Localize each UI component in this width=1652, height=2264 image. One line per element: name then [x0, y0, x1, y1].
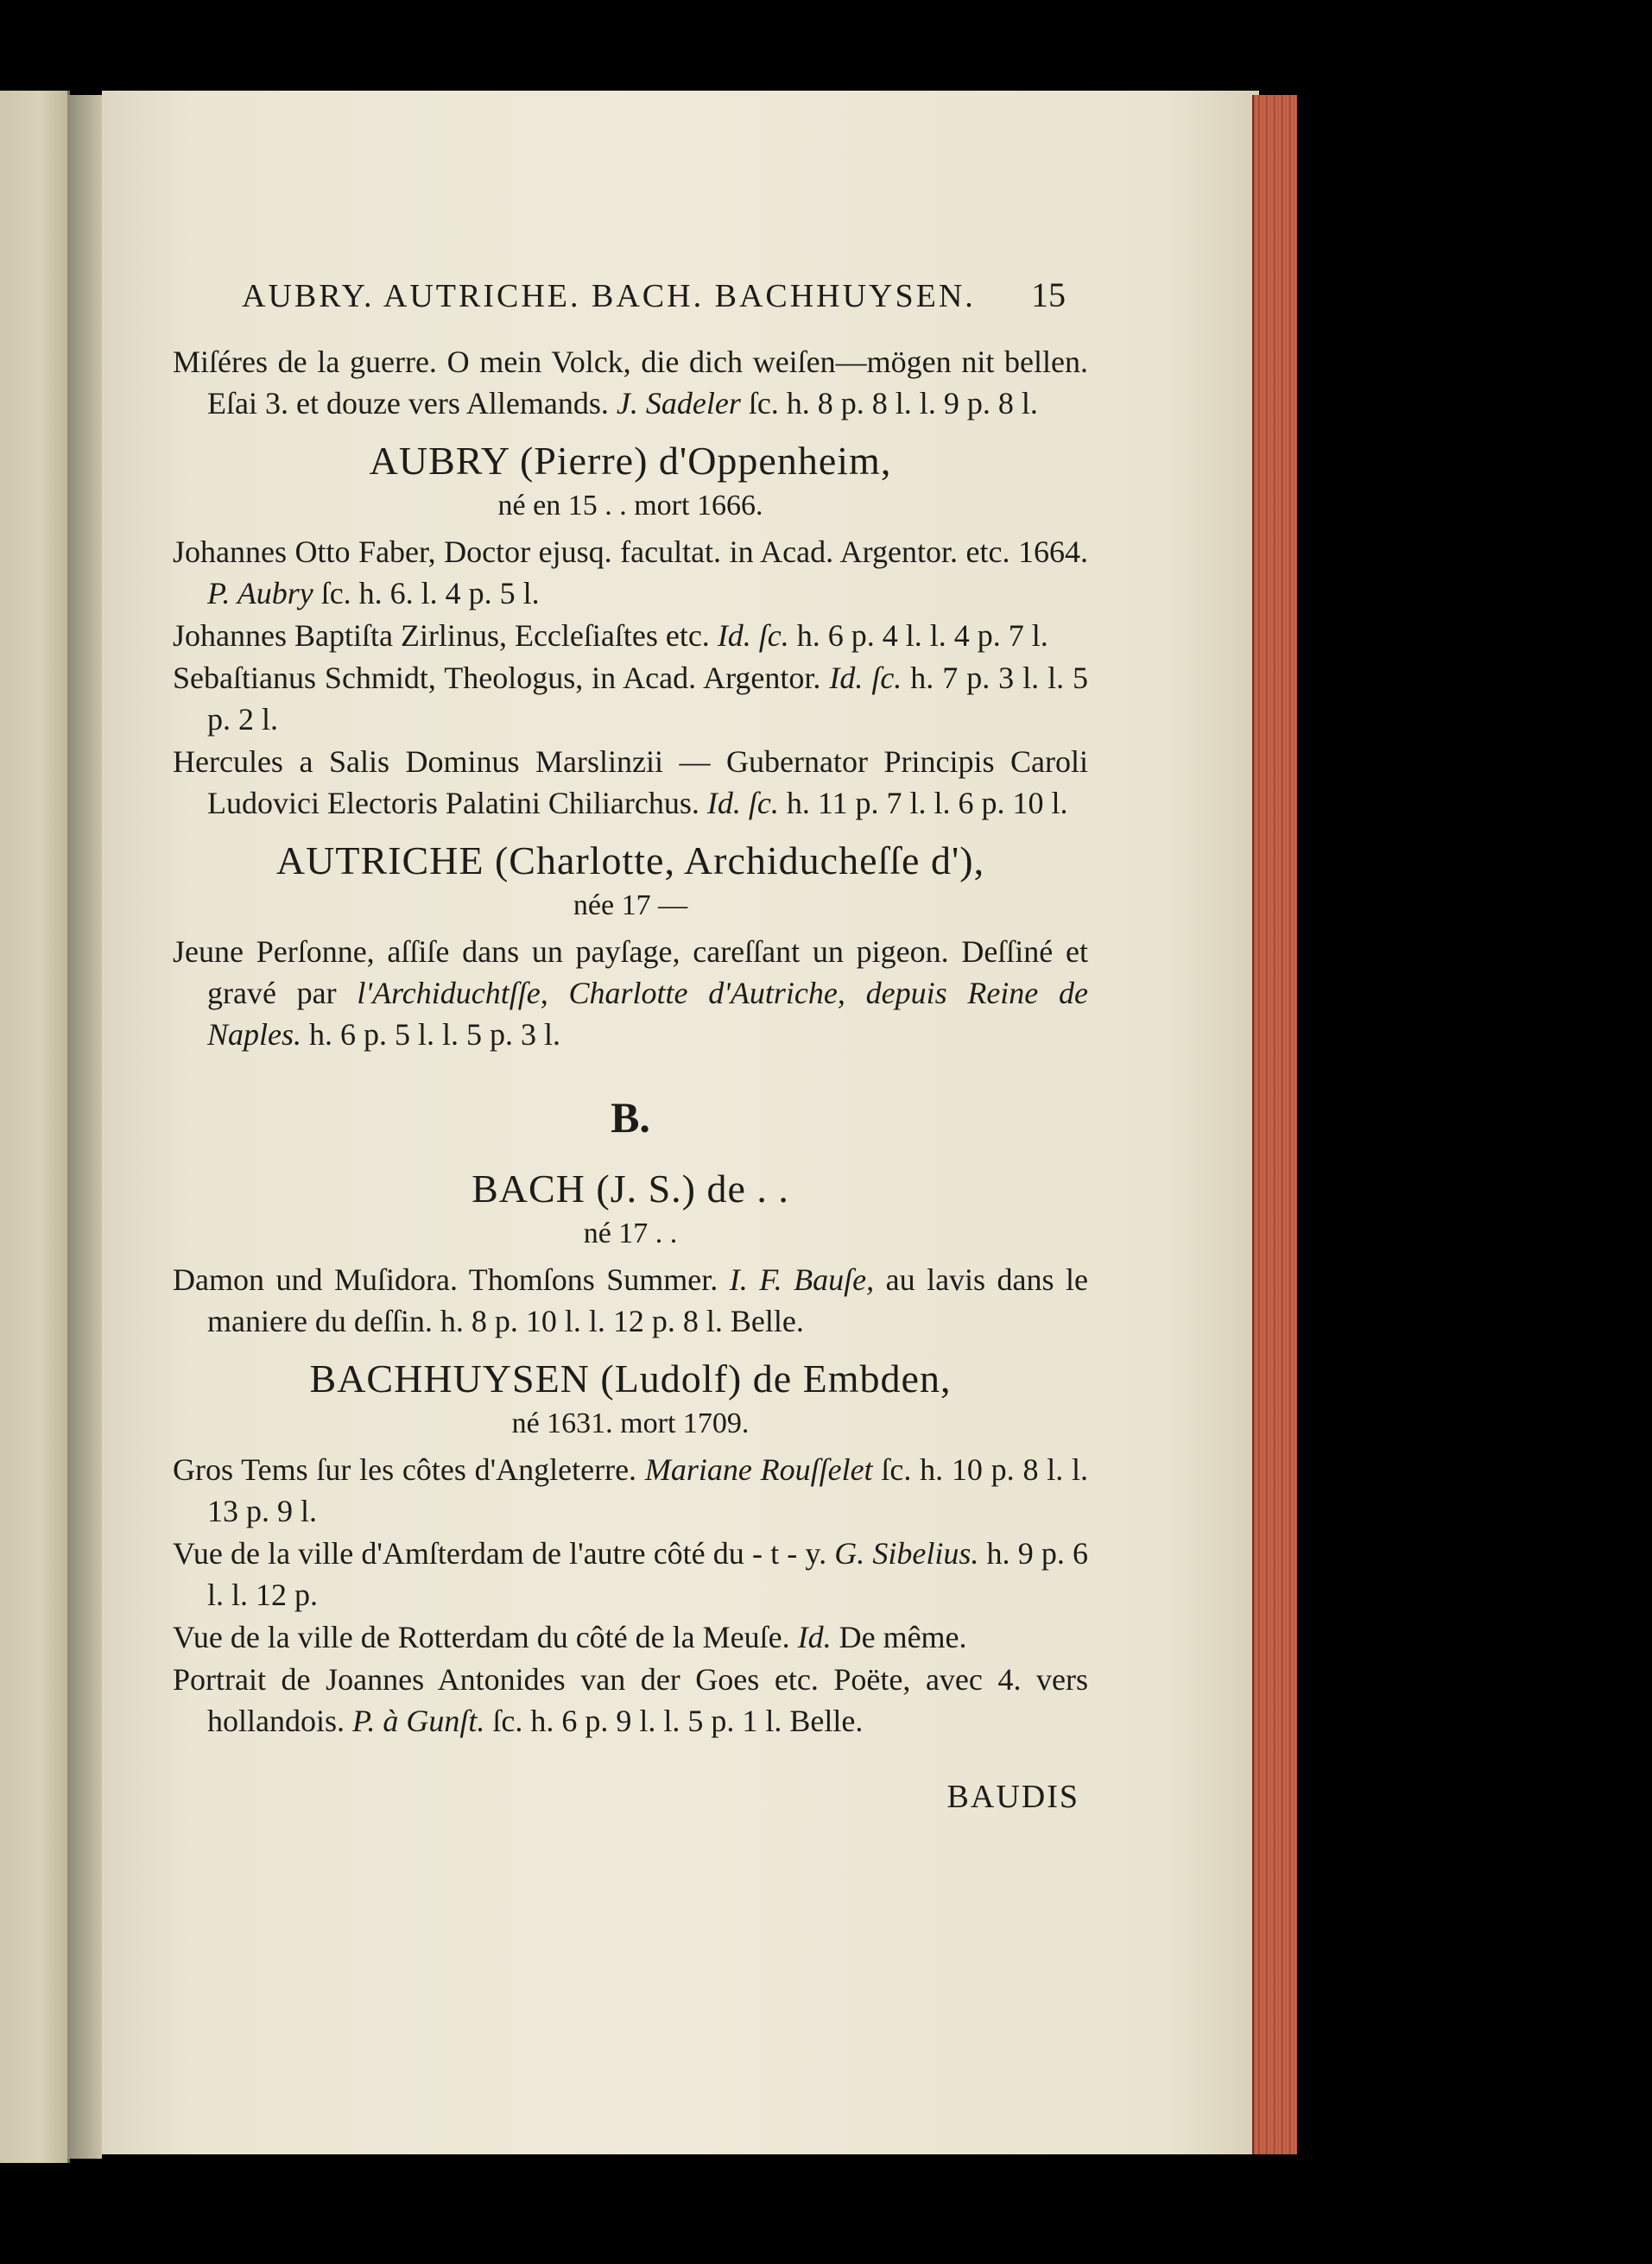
- page-text: [173, 275, 1088, 1818]
- previous-page-edge: [0, 91, 70, 2163]
- artist-dates-bach: né 17 . .: [583, 1217, 678, 1249]
- artist-dates-aubry: né en 15 . . mort 1666.: [497, 490, 763, 522]
- running-header: [173, 275, 1088, 317]
- intro-entry: Miſéres de la guerre. O mein Volck, die dich weiſen—mögen nit bellen. Eſai 3. et douze vers Allemands. J. Sadeler ſc. h. 8 p. 8 l. l. 9 p. 8 l.: [173, 345, 1088, 421]
- running-title: AUBRY. AUTRICHE. BACH. BACHHUYSEN.: [242, 278, 976, 314]
- artist-heading-bachhuysen: BACHHUYSEN (Ludolf) de Embden,: [309, 1357, 952, 1401]
- section-letter: B.: [611, 1093, 650, 1141]
- catalog-entry: Sebaſtianus Schmidt, Theologus, in Acad. Argentor. Id. ſc. h. 7 p. 3 l. l. 5 p. 2 l.: [173, 661, 1089, 737]
- page-number: 15: [1031, 275, 1066, 314]
- catalog-entry: Gros Tems ſur les côtes d'Angleterre. Mariane Rouſſelet ſc. h. 10 p. 8 l. l. 13 p. 9 l.: [173, 1452, 1089, 1528]
- artist-dates-bachhuysen: né 1631. mort 1709.: [511, 1407, 750, 1439]
- catalog-entry: Vue de la ville de Rotterdam du côté de la Meuſe. Id. De même.: [173, 1620, 967, 1654]
- catalog-entry: Hercules a Salis Dominus Marslinzii — Gubernator Principis Caroli Ludovici Electoris Palatini Chiliarchus. Id. ſc. h. 11 p. 7 l. l. 6 p. 10 l.: [173, 744, 1088, 820]
- catalog-entry: Johannes Baptiſta Zirlinus, Eccleſiaſtes etc. Id. ſc. h. 6 p. 4 l. l. 4 p. 7 l.: [173, 618, 1048, 653]
- artist-heading-autriche: AUTRICHE (Charlotte, Archiducheſſe d'),: [275, 838, 985, 882]
- page-edges: [1252, 95, 1297, 2154]
- catalog-entry: Vue de la ville d'Amſterdam de l'autre côté du - t - y. G. Sibelius. h. 9 p. 6 l. l. 12 p.: [173, 1536, 1089, 1612]
- book-gutter: [67, 95, 102, 2159]
- artist-heading-bach: BACH (J. S.) de . .: [472, 1167, 789, 1211]
- catalog-entry: Johannes Otto Faber, Doctor ejusq. facultat. in Acad. Argentor. etc. 1664. P. Aubry ſc. h. 6. l. 4 p. 5 l.: [173, 534, 1088, 610]
- catalog-entry: Portrait de Joannes Antonides van der Goes etc. Poëte, avec 4. vers hollandois. P. à Gunſt. ſc. h. 6 p. 9 l. l. 5 p. 1 l. Belle.: [173, 1662, 1088, 1738]
- artist-dates-autriche: née 17 —: [573, 889, 688, 921]
- catchword: BAUDIS: [946, 1779, 1079, 1815]
- catalog-entry: Damon und Muſidora. Thomſons Summer. I. F. Bauſe, au lavis dans le maniere du deſſin. h. 8 p. 10 l. l. 12 p. 8 l. Belle.: [173, 1262, 1089, 1338]
- artist-heading-aubry: AUBRY (Pierre) d'Oppenheim,: [369, 439, 892, 483]
- catalog-entry: Jeune Perſonne, aſſiſe dans un payſage, careſſant un pigeon. Deſſiné et gravé par l'Archiduchtſſe, Charlotte d'Autriche, depuis Reine de Naples. h. 6 p. 5 l. l. 5 p. 3 l.: [173, 934, 1088, 1052]
